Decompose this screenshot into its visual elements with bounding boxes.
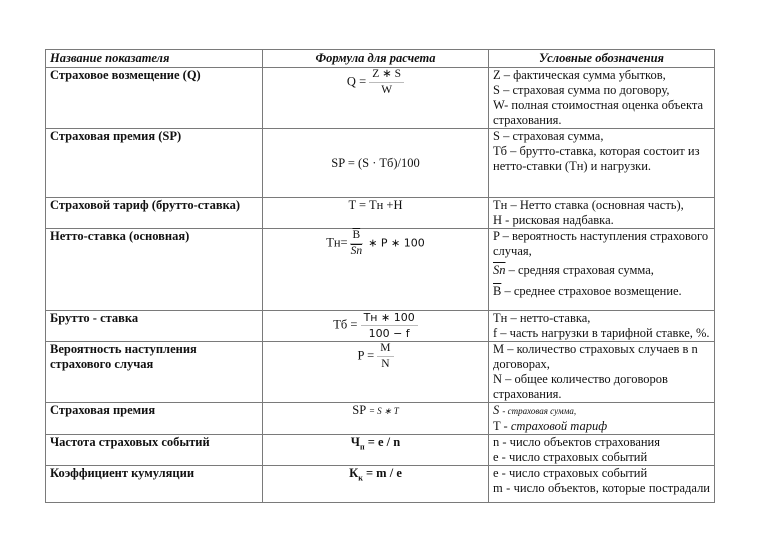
notation-line: N – общее количество договоров страхования. (493, 372, 668, 401)
notation-line: P – вероятность наступления страхового случая, (493, 229, 709, 258)
notation-cell (489, 229, 715, 311)
indicator-name: Вероятность наступления страхового случая (46, 342, 263, 403)
notation-line: Тб – брутто-ставка, которая состоит из нетто-ставки (Тн) и нагрузки. (493, 144, 700, 173)
notation-cell (489, 129, 715, 198)
formula-subscript: п (359, 442, 365, 452)
fraction (348, 229, 366, 258)
notation-line: e - число страховых событий (493, 466, 648, 480)
notation-line: Тн – нетто-ставка, (493, 311, 591, 325)
numerator: $\overline{B}$ (350, 229, 364, 244)
table-row (46, 68, 715, 129)
formula-lhs: Тб = (333, 317, 358, 332)
notation-cell (489, 466, 715, 503)
formula-lhs: Q = (346, 74, 367, 89)
table-row (46, 129, 715, 198)
indicator-name: Страховое возмещение (Q) (46, 68, 263, 129)
notation-line: W- полная стоимостная оценка объекта страхования. (493, 98, 704, 127)
header-formula: Формула для расчета (263, 50, 489, 68)
header-name: Название показателя (46, 50, 263, 68)
notation-line (493, 263, 710, 278)
denominator: 100 − f (368, 327, 410, 340)
formula-lhs: Тн= (326, 235, 348, 250)
notation-text: - страховой тариф (503, 419, 608, 433)
indicator-name: Коэффициент кумуляции (46, 466, 263, 503)
formula-lhs: P = (357, 348, 375, 363)
notation-cell (489, 198, 715, 229)
notation-line: Н - рисковая надбавка. (493, 213, 614, 227)
numerator: Tн ∗ 100 (361, 311, 418, 326)
indicator-name: Страховая премия (46, 403, 263, 435)
symbol-sn: $\overline{Sn}$ (493, 263, 506, 277)
notation-cell (489, 311, 715, 342)
indicator-name: Страховая премия (SP) (46, 129, 263, 198)
symbol-t: T (493, 419, 501, 433)
notation-line (493, 284, 710, 299)
notation-cell (489, 68, 715, 129)
formula-subscript: к (358, 473, 363, 483)
formula-rhs: = S ∗ T (368, 406, 399, 416)
formula-cell (263, 229, 489, 311)
notation-line: S – страховая сумма, (493, 129, 604, 143)
formula-cell (263, 129, 489, 198)
formula-rhs: ∗ P ∗ 100 (368, 236, 425, 250)
symbol-s: S (493, 403, 500, 417)
indicator-name: Частота страховых событий (46, 435, 263, 466)
table-row (46, 229, 715, 311)
notation-cell (489, 342, 715, 403)
formula-cell (263, 342, 489, 403)
numerator: Z ∗ S (369, 68, 404, 83)
denominator: W (381, 84, 393, 96)
formula-rest: = m / e (362, 466, 402, 480)
table-row (46, 311, 715, 342)
notation-line: S – страховая сумма по договору, (493, 83, 670, 97)
table-row (46, 435, 715, 466)
formula-text: SP = (S · Tб)/100 (331, 155, 420, 170)
notation-line: f – часть нагрузки в тарифной ставке, %. (493, 326, 710, 340)
denominator: N (381, 358, 390, 370)
formula-symbol: К (349, 466, 359, 480)
fraction (361, 311, 418, 340)
indicators-table (45, 49, 715, 503)
notation-line: m - число объектов, которые пострадали (493, 481, 710, 495)
formula-cell (263, 68, 489, 129)
notation-text: – средняя страховая сумма, (508, 263, 654, 277)
notation-line (493, 403, 710, 419)
fraction (377, 342, 393, 371)
denominator: Sn (350, 245, 363, 257)
fraction (369, 68, 404, 97)
formula-cell (263, 466, 489, 503)
formula-cell (263, 435, 489, 466)
notation-text: - страховая сумма, (502, 406, 577, 416)
indicator-name: Брутто - ставка (46, 311, 263, 342)
formula-lhs: SP (352, 403, 366, 417)
table-row (46, 198, 715, 229)
notation-text: – среднее страховое возмещение. (504, 284, 682, 298)
header-notation: Условные обозначения (489, 50, 715, 68)
notation-line: M – количество страховых случаев в n договорах, (493, 342, 698, 371)
notation-line: n - число объектов страхования (493, 435, 660, 449)
notation-cell (489, 435, 715, 466)
table-row (46, 342, 715, 403)
indicator-name: Страховой тариф (брутто-ставка) (46, 198, 263, 229)
notation-line: e - число страховых событий (493, 450, 648, 464)
table-row (46, 466, 715, 503)
symbol-b: $\overline{B}$ (493, 284, 502, 298)
formula-cell (263, 198, 489, 229)
numerator: M (377, 342, 393, 357)
header-row (46, 50, 715, 68)
table-row (46, 403, 715, 435)
notation-cell (489, 403, 715, 435)
formula-text: T = Tн +H (348, 198, 403, 212)
notation-line: Z – фактическая сумма убытков, (493, 68, 666, 82)
formula-cell (263, 403, 489, 435)
indicator-name: Нетто-ставка (основная) (46, 229, 263, 311)
notation-line: Тн – Нетто ставка (основная часть), (493, 198, 684, 212)
formula-symbol: Ч (350, 435, 360, 449)
formula-cell (263, 311, 489, 342)
notation-line (493, 419, 710, 434)
formula-rest: = e / n (364, 435, 401, 449)
